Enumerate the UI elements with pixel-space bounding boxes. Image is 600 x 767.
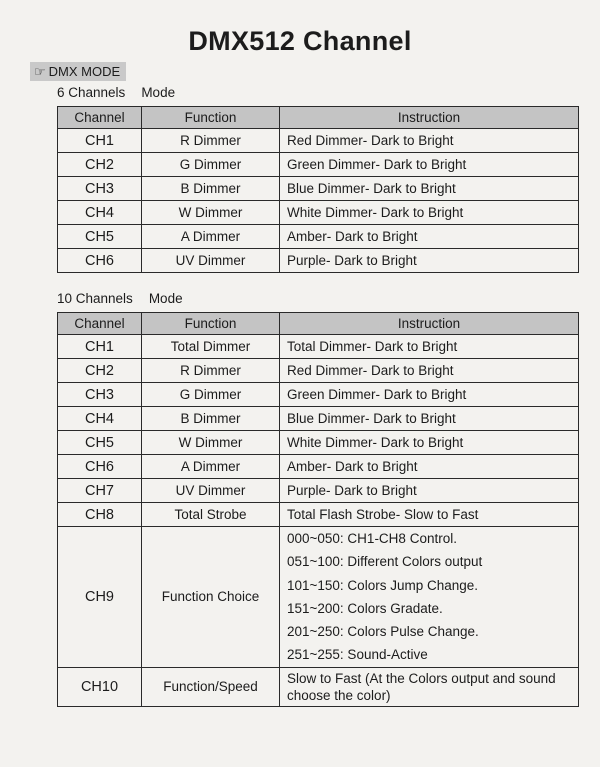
function-cell: R Dimmer <box>142 129 280 153</box>
range-line: 051~100: Different Colors output <box>287 554 483 570</box>
range-line: 101~150: Colors Jump Change. <box>287 577 478 593</box>
instruction-cell: Amber- Dark to Bright <box>280 455 579 479</box>
table-row <box>58 383 579 407</box>
header-function: Function <box>142 313 280 335</box>
function-cell: R Dimmer <box>142 359 280 383</box>
instruction-cell: Amber- Dark to Bright <box>280 225 579 249</box>
function-cell: UV Dimmer <box>142 249 280 273</box>
function-cell: B Dimmer <box>142 177 280 201</box>
table-row <box>58 479 579 503</box>
function-cell: Function Choice <box>142 527 280 668</box>
mode-badge-label: DMX MODE <box>48 64 121 79</box>
instruction-cell: White Dimmer- Dark to Bright <box>280 431 579 455</box>
instruction-cell: Purple- Dark to Bright <box>280 249 579 273</box>
instruction-cell: Total Dimmer- Dark to Bright <box>280 335 579 359</box>
ten-channels-mode: Mode <box>148 291 183 306</box>
channel-cell: CH3 <box>58 177 142 201</box>
function-cell: UV Dimmer <box>142 479 280 503</box>
six-channels-mode: Mode <box>141 85 176 100</box>
instruction-line: Slow to Fast (At the Colors output and sound <box>287 670 556 686</box>
mode-badge <box>30 62 126 81</box>
pointing-hand-icon: ☞ <box>34 64 46 79</box>
channel-cell: CH6 <box>58 455 142 479</box>
table-row <box>58 503 579 527</box>
function-cell: W Dimmer <box>142 431 280 455</box>
instruction-cell: Red Dimmer- Dark to Bright <box>280 359 579 383</box>
ten-channel-table <box>57 312 579 707</box>
instruction-cell: Blue Dimmer- Dark to Bright <box>280 407 579 431</box>
instruction-cell <box>280 667 579 706</box>
table-row <box>58 249 579 273</box>
instruction-cell: Purple- Dark to Bright <box>280 479 579 503</box>
channel-cell: CH4 <box>58 201 142 225</box>
table-header-row <box>58 313 579 335</box>
channel-cell: CH1 <box>58 335 142 359</box>
function-cell: W Dimmer <box>142 201 280 225</box>
channel-cell: CH10 <box>58 667 142 706</box>
instruction-cell: Blue Dimmer- Dark to Bright <box>280 177 579 201</box>
channel-cell: CH6 <box>58 249 142 273</box>
ten-channels-heading <box>57 291 183 306</box>
channel-cell: CH4 <box>58 407 142 431</box>
header-channel: Channel <box>58 313 142 335</box>
instruction-cell: Total Flash Strobe- Slow to Fast <box>280 503 579 527</box>
table-row <box>58 177 579 201</box>
instruction-cell: Green Dimmer- Dark to Bright <box>280 383 579 407</box>
table-row <box>58 201 579 225</box>
channel-cell: CH8 <box>58 503 142 527</box>
six-channels-heading <box>57 85 175 100</box>
channel-cell: CH5 <box>58 225 142 249</box>
six-channels-label: 6 Channels <box>57 85 126 100</box>
six-channel-table <box>57 106 579 273</box>
function-cell: Function/Speed <box>142 667 280 706</box>
table-row <box>58 407 579 431</box>
channel-cell: CH2 <box>58 359 142 383</box>
header-instruction: Instruction <box>280 313 579 335</box>
instruction-cell-ranges <box>280 527 579 668</box>
range-line: 151~200: Colors Gradate. <box>287 600 443 616</box>
ten-channels-label: 10 Channels <box>57 291 133 306</box>
channel-cell: CH2 <box>58 153 142 177</box>
table-row <box>58 667 579 706</box>
range-line: 201~250: Colors Pulse Change. <box>287 624 479 640</box>
table-row <box>58 335 579 359</box>
instruction-cell: White Dimmer- Dark to Bright <box>280 201 579 225</box>
header-instruction: Instruction <box>280 107 579 129</box>
table-row <box>58 431 579 455</box>
table-row <box>58 455 579 479</box>
instruction-cell: Red Dimmer- Dark to Bright <box>280 129 579 153</box>
table-row <box>58 153 579 177</box>
instruction-cell: Green Dimmer- Dark to Bright <box>280 153 579 177</box>
channel-cell: CH1 <box>58 129 142 153</box>
channel-cell: CH7 <box>58 479 142 503</box>
range-line: 251~255: Sound-Active <box>287 647 428 663</box>
function-cell: G Dimmer <box>142 383 280 407</box>
header-function: Function <box>142 107 280 129</box>
function-cell: G Dimmer <box>142 153 280 177</box>
instruction-line: choose the color) <box>287 687 391 703</box>
function-cell: Total Dimmer <box>142 335 280 359</box>
function-cell: A Dimmer <box>142 455 280 479</box>
function-cell: A Dimmer <box>142 225 280 249</box>
table-row <box>58 359 579 383</box>
table-header-row <box>58 107 579 129</box>
channel-cell: CH5 <box>58 431 142 455</box>
table-row <box>58 225 579 249</box>
function-cell: Total Strobe <box>142 503 280 527</box>
range-line: 000~050: CH1-CH8 Control. <box>287 531 457 546</box>
table-row <box>58 527 579 668</box>
page-title: DMX512 Channel <box>188 26 412 56</box>
channel-cell: CH9 <box>58 527 142 668</box>
table-row <box>58 129 579 153</box>
header-channel: Channel <box>58 107 142 129</box>
function-cell: B Dimmer <box>142 407 280 431</box>
channel-cell: CH3 <box>58 383 142 407</box>
